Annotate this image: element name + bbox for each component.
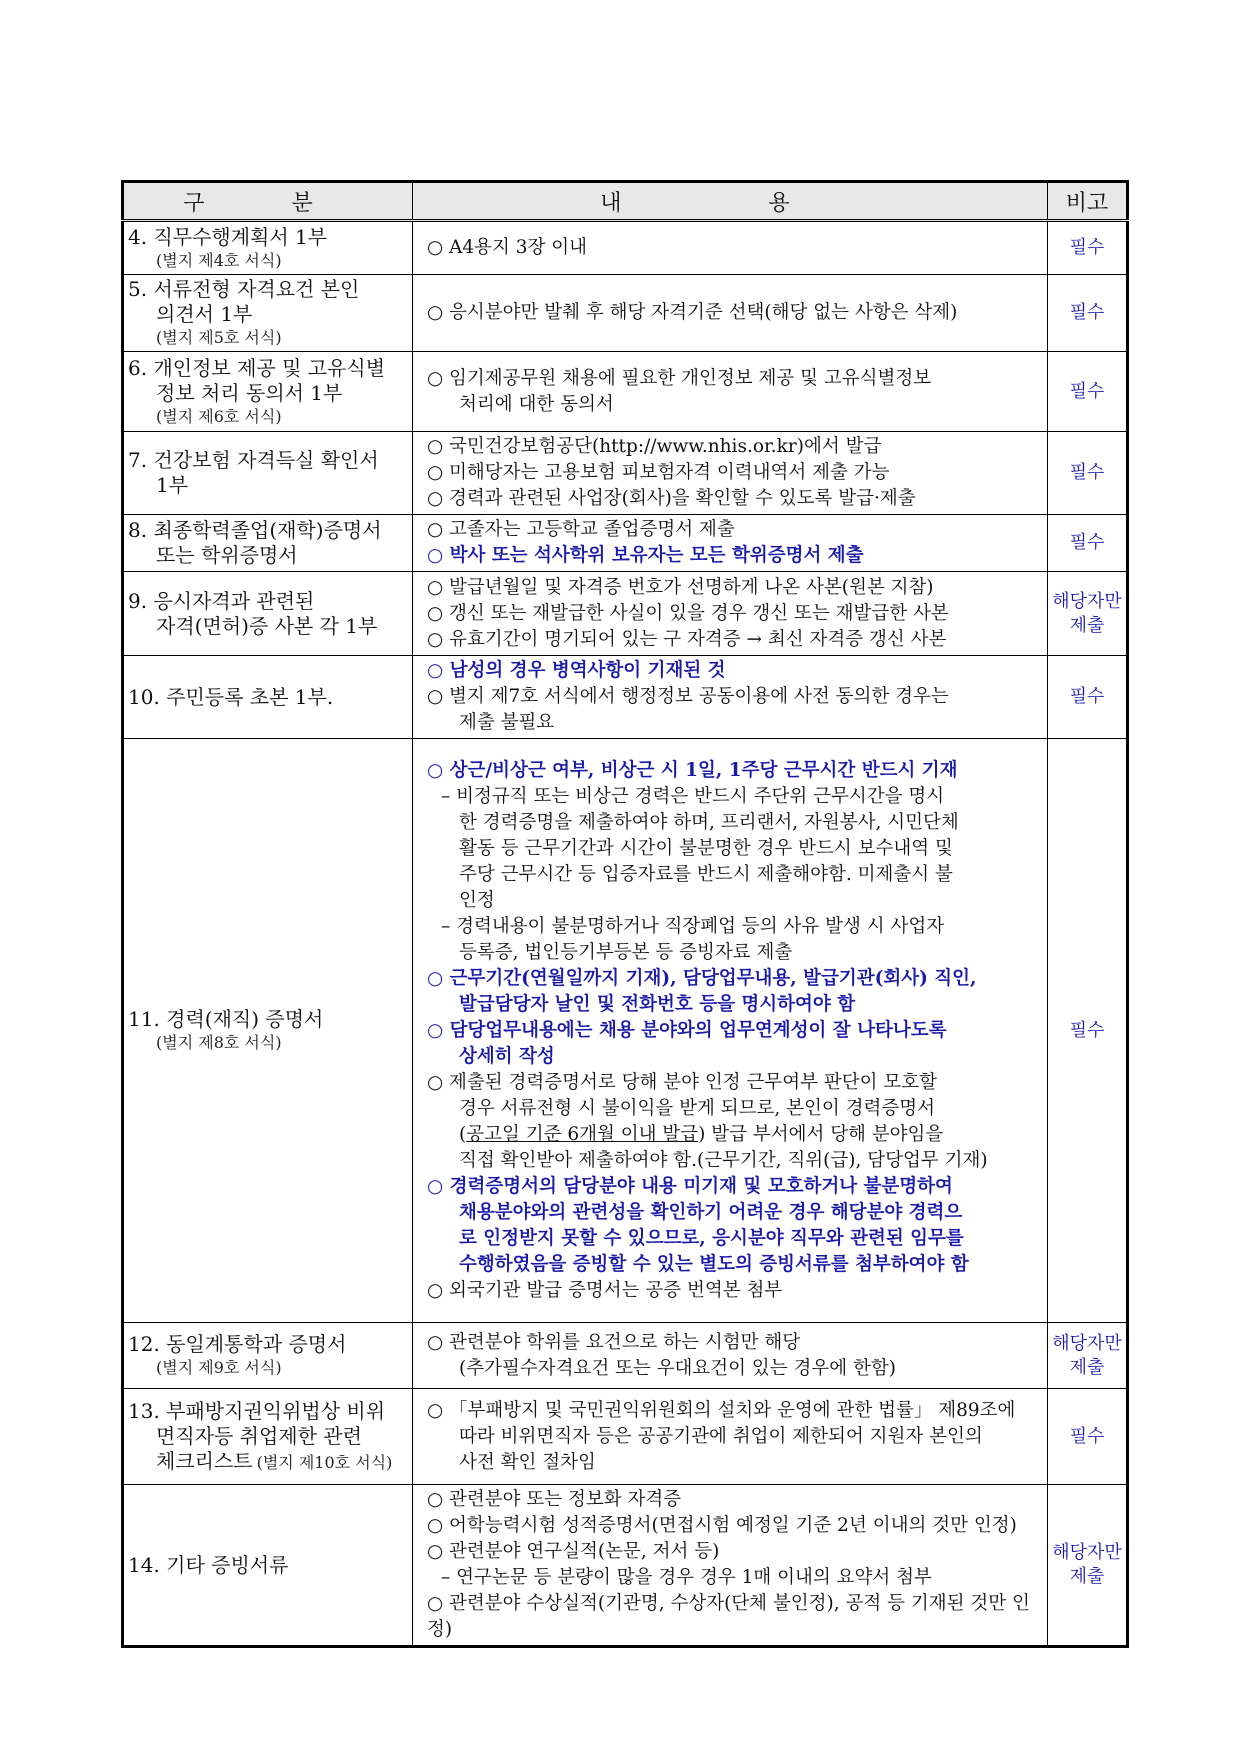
category-title-cont: 자격(면허)증 사본 각 1부 bbox=[156, 613, 378, 638]
remarks-cell: 필수 bbox=[1048, 352, 1128, 432]
table-body bbox=[123, 221, 1128, 1647]
table-row bbox=[123, 1323, 1128, 1389]
content-line: ○ 박사 또는 석사학위 보유자는 모든 학위증명서 제출 bbox=[427, 545, 864, 566]
category-title-cont: 1부 bbox=[156, 473, 189, 497]
content-line: ○ 상근/비상근 여부, 비상근 시 1일, 1주당 근무시간 반드시 기재 bbox=[427, 759, 958, 781]
table-row bbox=[123, 432, 1128, 515]
content-line: 주당 근무시간 등 입증자료를 반드시 제출해야함. 미제출시 불 bbox=[459, 863, 953, 885]
content-line: ○ A4용지 3장 이내 bbox=[427, 237, 588, 258]
category-title: 9. 응시자격과 관련된 bbox=[128, 588, 315, 613]
content-cell bbox=[413, 739, 1048, 1323]
content-line: ○ 관련분야 연구실적(논문, 저서 등) bbox=[427, 1541, 720, 1562]
form-reference: (별지 제10호 서식) bbox=[256, 1453, 393, 1472]
form-reference: (별지 제8호 서식) bbox=[156, 1033, 282, 1052]
form-reference: (별지 제6호 서식) bbox=[156, 406, 282, 426]
content-cell bbox=[413, 1485, 1048, 1647]
category-cell bbox=[123, 1485, 413, 1647]
content-line: ○ 고졸자는 고등학교 졸업증명서 제출 bbox=[427, 519, 735, 540]
remarks-cell: 필수 bbox=[1048, 515, 1128, 572]
content-cell bbox=[413, 656, 1048, 739]
remarks-cell: 필수 bbox=[1048, 656, 1128, 739]
category-title-cont: 의견서 1부 bbox=[156, 302, 253, 326]
content-line: 사전 확인 절차임 bbox=[459, 1451, 596, 1473]
category-title: 6. 개인정보 제공 및 고유식별 bbox=[128, 355, 386, 380]
document-table bbox=[121, 180, 1129, 1648]
content-line: (추가필수자격요건 또는 우대요건이 있는 경우에 한함) bbox=[459, 1357, 897, 1379]
category-title: 10. 주민등록 초본 1부. bbox=[128, 684, 334, 709]
content-cell bbox=[413, 1323, 1048, 1389]
remarks-cell: 필수 bbox=[1048, 1389, 1128, 1485]
content-line: ○ 남성의 경우 병역사항이 기재된 것 bbox=[427, 660, 726, 681]
content-cell bbox=[413, 572, 1048, 656]
category-title-cont: 체크리스트 bbox=[156, 1449, 253, 1473]
content-line: ○ 담당업무내용에는 채용 분야와의 업무연계성이 잘 나타나도록 bbox=[427, 1019, 947, 1041]
table-row bbox=[123, 656, 1128, 739]
content-cell bbox=[413, 221, 1048, 275]
category-cell bbox=[123, 352, 413, 432]
content-line: 채용분야와의 관련성을 확인하기 어려운 경우 해당분야 경력으 bbox=[459, 1201, 963, 1223]
category-cell bbox=[123, 221, 413, 275]
category-title-cont: 또는 학위증명서 bbox=[156, 543, 298, 567]
category-title: 7. 건강보험 자격득실 확인서 bbox=[128, 448, 379, 472]
category-cell bbox=[123, 739, 413, 1323]
category-cell bbox=[123, 572, 413, 656]
table-row bbox=[123, 1485, 1128, 1647]
content-line: 수행하였음을 증빙할 수 있는 별도의 증빙서류를 첨부하여야 함 bbox=[459, 1253, 969, 1275]
content-line: – 비정규직 또는 비상근 경력은 반드시 주단위 근무시간을 명시 bbox=[441, 785, 945, 807]
header-content: 내 용 bbox=[413, 182, 1048, 221]
content-line: ○ 발급년월일 및 자격증 번호가 선명하게 나온 사본(원본 지참) bbox=[427, 576, 934, 598]
content-cell bbox=[413, 515, 1048, 572]
content-line: 처리에 대한 동의서 bbox=[459, 393, 614, 415]
category-cell bbox=[123, 432, 413, 515]
content-line: ○ 경력증명서의 담당분야 내용 미기재 및 모호하거나 불분명하여 bbox=[427, 1175, 953, 1197]
category-title: 8. 최종학력졸업(재학)증명서 bbox=[128, 518, 382, 542]
category-cell bbox=[123, 515, 413, 572]
category-title-cont: 정보 처리 동의서 1부 bbox=[156, 380, 343, 405]
content-line: ○ 국민건강보험공단(http://www.nhis.or.kr)에서 발급 bbox=[427, 436, 882, 457]
content-line: ○ 관련분야 수상실적(기관명, 수상자(단체 불인정), 공적 등 기재된 것만 인정) bbox=[427, 1593, 1030, 1640]
remarks-cell: 해당자만 제출 bbox=[1048, 572, 1128, 656]
content-cell bbox=[413, 432, 1048, 515]
content-line: 등록증, 법인등기부등본 등 증빙자료 제출 bbox=[459, 941, 793, 963]
content-line: ○ 관련분야 학위를 요건으로 하는 시험만 해당 bbox=[427, 1331, 801, 1353]
content-line: ○ 갱신 또는 재발급한 사실이 있을 경우 갱신 또는 재발급한 사본 bbox=[427, 602, 949, 624]
table-row bbox=[123, 515, 1128, 572]
table-row bbox=[123, 572, 1128, 656]
content-line: ○ 별지 제7호 서식에서 행정정보 공동이용에 사전 동의한 경우는 bbox=[427, 686, 949, 707]
category-cell bbox=[123, 1323, 413, 1389]
content-cell bbox=[413, 352, 1048, 432]
content-line: ○ 어학능력시험 성적증명서(면접시험 예정일 기준 2년 이내의 것만 인정) bbox=[427, 1515, 1017, 1536]
form-reference: (별지 제4호 서식) bbox=[156, 250, 282, 270]
category-cell bbox=[123, 656, 413, 739]
category-title-cont: 면직자등 취업제한 관련 bbox=[156, 1424, 362, 1448]
category-title: 4. 직무수행계획서 1부 bbox=[128, 224, 328, 249]
content-line: – 경력내용이 불분명하거나 직장폐업 등의 사유 발생 시 사업자 bbox=[441, 915, 945, 937]
content-line: ○ 제출된 경력증명서로 당해 분야 인정 근무여부 판단이 모호할 bbox=[427, 1071, 937, 1093]
form-reference: (별지 제5호 서식) bbox=[156, 328, 282, 347]
content-line: 로 인정받지 못할 수 있으므로, 응시분야 직무와 관련된 임무를 bbox=[459, 1227, 964, 1249]
content-line: ○ 「부패방지 및 국민권익위원회의 설치와 운영에 관한 법률」 제89조에 bbox=[427, 1399, 1016, 1421]
category-cell bbox=[123, 275, 413, 352]
category-title: 5. 서류전형 자격요건 본인 bbox=[128, 277, 360, 301]
content-line: ○ 유효기간이 명기되어 있는 구 자격증 → 최신 자격증 갱신 사본 bbox=[427, 628, 947, 650]
remarks-cell: 필수 bbox=[1048, 275, 1128, 352]
table-row bbox=[123, 221, 1128, 275]
content-line: ○ 경력과 관련된 사업장(회사)을 확인할 수 있도록 발급·제출 bbox=[427, 488, 916, 509]
content-line: 한 경력증명을 제출하여야 하며, 프리랜서, 자원봉사, 시민단체 bbox=[459, 811, 959, 833]
content-line: ○ 응시분야만 발췌 후 해당 자격기준 선택(해당 없는 사항은 삭제) bbox=[427, 302, 958, 323]
category-title: 13. 부패방지권익위법상 비위 bbox=[128, 1399, 386, 1423]
content-line: – 연구논문 등 분량이 많을 경우 경우 1매 이내의 요약서 첨부 bbox=[441, 1567, 932, 1588]
category-title: 12. 동일계통학과 증명서 bbox=[128, 1332, 347, 1356]
content-line: 활동 등 근무기간과 시간이 불분명한 경우 반드시 보수내역 및 bbox=[459, 837, 953, 859]
content-line: (공고일 기준 6개월 이내 발급) 발급 부서에서 당해 분야임을 bbox=[459, 1123, 944, 1145]
content-line: ○ 미해당자는 고용보험 피보험자격 이력내역서 제출 가능 bbox=[427, 462, 890, 483]
content-line: ○ 외국기관 발급 증명서는 공증 번역본 첨부 bbox=[427, 1279, 783, 1301]
content-line: 경우 서류전형 시 불이익을 받게 되므로, 본인이 경력증명서 bbox=[459, 1097, 935, 1119]
form-reference: (별지 제9호 서식) bbox=[156, 1358, 282, 1377]
content-line: ○ 근무기간(연월일까지 기재), 담당업무내용, 발급기관(회사) 직인, bbox=[427, 967, 977, 989]
header-category: 구 분 bbox=[123, 182, 413, 221]
content-line: ○ 관련분야 또는 정보화 자격증 bbox=[427, 1489, 682, 1510]
header-remarks: 비고 bbox=[1048, 182, 1128, 221]
content-line: 발급담당자 날인 및 전화번호 등을 명시하여야 함 bbox=[459, 993, 856, 1015]
table-row bbox=[123, 352, 1128, 432]
category-title: 14. 기타 증빙서류 bbox=[128, 1552, 289, 1577]
content-cell bbox=[413, 275, 1048, 352]
table-header-row bbox=[123, 182, 1128, 221]
remarks-cell: 필수 bbox=[1048, 221, 1128, 275]
underlined-deadline: 공고일 기준 6개월 이내 발급 bbox=[466, 1123, 699, 1145]
content-line: 따라 비위면직자 등은 공공기관에 취업이 제한되어 지원자 본인의 bbox=[459, 1425, 983, 1447]
table-row bbox=[123, 1389, 1128, 1485]
category-cell bbox=[123, 1389, 413, 1485]
remarks-cell: 해당자만 제출 bbox=[1048, 1323, 1128, 1389]
content-cell bbox=[413, 1389, 1048, 1485]
content-line: ○ 임기제공무원 채용에 필요한 개인정보 제공 및 고유식별정보 bbox=[427, 367, 932, 389]
content-line: 인정 bbox=[459, 889, 495, 911]
content-line: 제출 불필요 bbox=[459, 712, 555, 733]
remarks-cell: 필수 bbox=[1048, 432, 1128, 515]
remarks-cell: 해당자만 제출 bbox=[1048, 1485, 1128, 1647]
table-row bbox=[123, 739, 1128, 1323]
category-title: 11. 경력(재직) 증명서 bbox=[128, 1007, 324, 1031]
content-line: 상세히 작성 bbox=[459, 1045, 555, 1067]
content-line: 직접 확인받아 제출하여야 함.(근무기간, 직위(급), 담당업무 기재) bbox=[459, 1149, 988, 1171]
table-row bbox=[123, 275, 1128, 352]
remarks-cell: 필수 bbox=[1048, 739, 1128, 1323]
content-line-rest: 발급 부서에서 당해 분야임을 bbox=[711, 1123, 944, 1145]
